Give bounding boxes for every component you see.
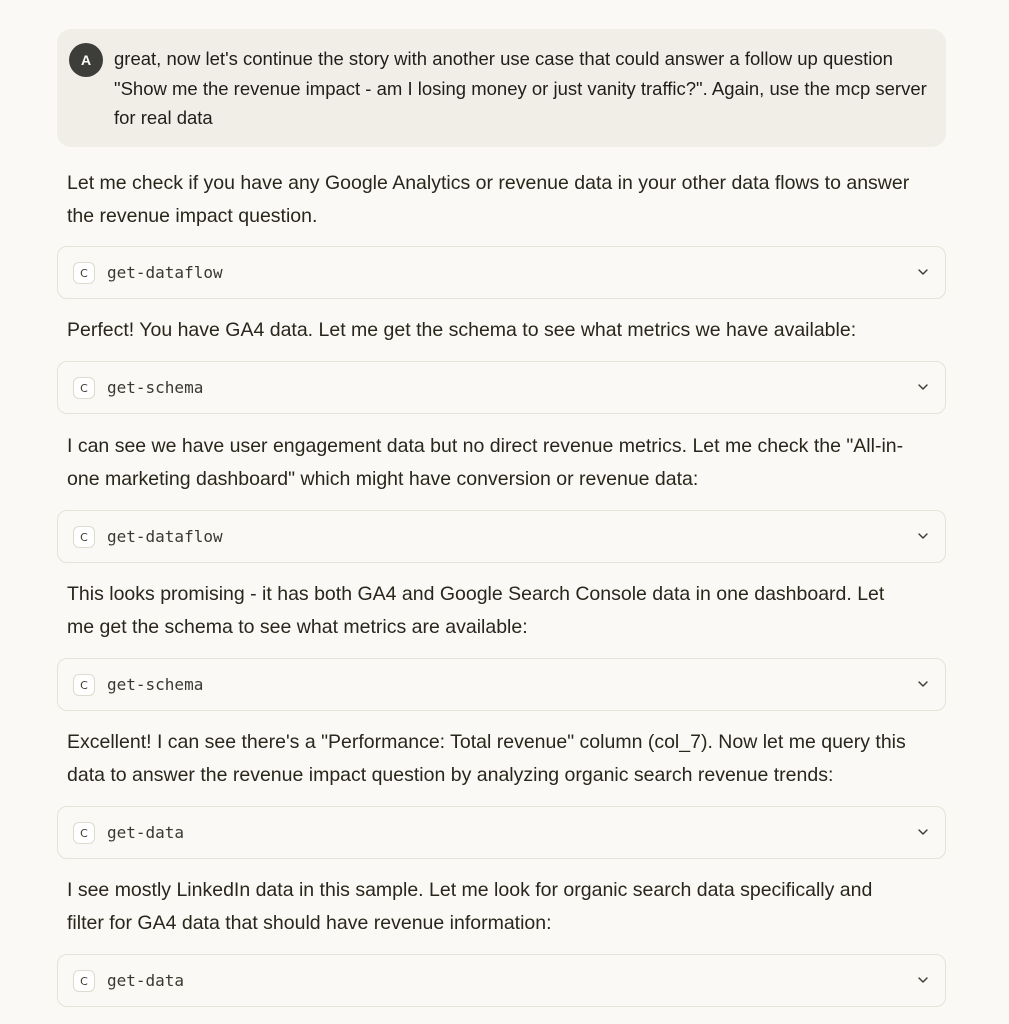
chevron-down-icon[interactable] [917,530,929,542]
assistant-line: Excellent! I can see there's a "Performance: Total revenue" column (col_7). Now let me query this [67,731,906,753]
chevron-down-icon[interactable] [917,826,929,838]
tool-c-icon: C [73,262,95,284]
tool-c-icon: C [73,970,95,992]
assistant-paragraph [67,167,927,232]
assistant-paragraph [67,314,927,347]
tool-c-icon: C [73,377,95,399]
user-message-text [114,44,927,133]
tool-call-card[interactable] [57,510,946,563]
user-message-line: "Show me the revenue impact - am I losing money or just vanity traffic?". Again, use the mcp server [114,77,927,99]
chevron-down-icon[interactable] [917,974,929,986]
user-avatar[interactable]: A [69,43,103,77]
assistant-line: data to answer the revenue impact question by analyzing organic search revenue trends: [67,763,834,786]
tool-c-icon: C [73,674,95,696]
tool-call-card[interactable] [57,658,946,711]
chevron-down-icon[interactable] [917,266,929,278]
user-message-line: for real data [114,107,213,128]
tool-call-name: get-dataflow [107,263,223,282]
tool-call-name: get-data [107,823,185,842]
assistant-line: me get the schema to see what metrics are available: [67,615,528,638]
assistant-paragraph [67,874,927,939]
assistant-paragraph [67,430,927,495]
tool-c-icon: C [73,822,95,844]
assistant-paragraph [67,726,927,791]
assistant-paragraph [67,578,927,643]
tool-call-name: get-schema [107,378,204,397]
assistant-line: Let me check if you have any Google Analytics or revenue data in your other data flows to answer [67,172,910,194]
assistant-line: I see mostly LinkedIn data in this sample. Let me look for organic search data specifically and [67,879,873,901]
tool-call-name: get-data [107,971,185,990]
tool-c-icon: C [73,526,95,548]
tool-call-name: get-dataflow [107,527,223,546]
chevron-down-icon[interactable] [917,678,929,690]
tool-call-card[interactable] [57,954,946,1007]
user-message [57,29,946,147]
user-message-line: great, now let's continue the story with another use case that could answer a follow up question [114,48,893,69]
assistant-line: Perfect! You have GA4 data. Let me get the schema to see what metrics we have available: [67,319,857,341]
chevron-down-icon[interactable] [917,381,929,393]
assistant-line: I can see we have user engagement data but no direct revenue metrics. Let me check the "All-in- [67,435,904,457]
assistant-line: the revenue impact question. [67,204,318,227]
tool-call-name: get-schema [107,675,204,694]
assistant-line: one marketing dashboard" which might have conversion or revenue data: [67,467,699,490]
tool-call-card[interactable] [57,806,946,859]
assistant-line: filter for GA4 data that should have revenue information: [67,911,552,934]
tool-call-card[interactable] [57,361,946,414]
assistant-line: This looks promising - it has both GA4 and Google Search Console data in one dashboard. Let [67,583,885,605]
tool-call-card[interactable] [57,246,946,299]
